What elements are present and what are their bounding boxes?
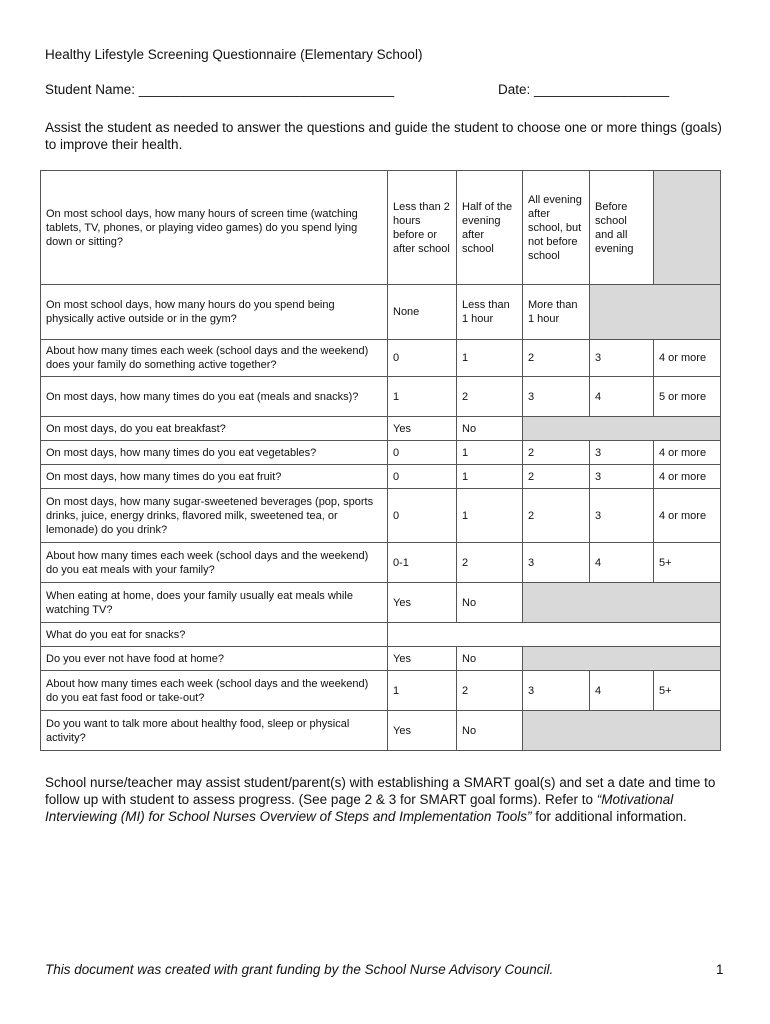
student-name-field: Student Name: __________________________________ [45, 82, 395, 97]
answer-cell: 5+ [654, 543, 721, 583]
question-cell: Do you want to talk more about healthy food, sleep or physical activity? [41, 711, 388, 751]
shaded-cell [590, 285, 721, 340]
mi-reference: “Motivational Interviewing (MI) for School Nurses Overview of Steps and Implementation Tools” [45, 792, 674, 824]
shaded-cell [523, 647, 721, 671]
answer-cell: More than 1 hour [523, 285, 590, 340]
answer-cell: 4 or more [654, 465, 721, 489]
answer-cell: Yes [388, 583, 457, 623]
answer-cell: 2 [457, 377, 523, 417]
answer-cell: 0 [388, 441, 457, 465]
follow-up-paragraph [45, 774, 725, 825]
table-row [41, 465, 721, 489]
table-row [41, 647, 721, 671]
answer-cell: 1 [457, 340, 523, 377]
answer-cell: Half of the evening after school [457, 171, 523, 285]
question-cell: About how many times each week (school days and the weekend) do you eat meals with your family? [41, 543, 388, 583]
question-cell: Do you ever not have food at home? [41, 647, 388, 671]
question-cell: What do you eat for snacks? [41, 623, 388, 647]
question-cell: When eating at home, does your family usually eat meals while watching TV? [41, 583, 388, 623]
answer-cell: 3 [590, 465, 654, 489]
answer-cell: No [457, 583, 523, 623]
answer-cell: 0 [388, 489, 457, 543]
answer-cell: 3 [590, 489, 654, 543]
answer-cell: No [457, 647, 523, 671]
question-cell: On most school days, how many hours of screen time (watching tablets, TV, phones, or playing video games) do you spend lying down or sitting? [41, 171, 388, 285]
table-row [41, 340, 721, 377]
answer-cell: 2 [523, 489, 590, 543]
answer-cell: 2 [523, 340, 590, 377]
answer-cell: No [457, 711, 523, 751]
answer-cell: Yes [388, 711, 457, 751]
shaded-cell [523, 417, 721, 441]
question-cell: On most days, do you eat breakfast? [41, 417, 388, 441]
answer-cell: 3 [523, 671, 590, 711]
page-number: 1 [716, 962, 724, 977]
table-row [41, 543, 721, 583]
table-row [41, 377, 721, 417]
table-row [41, 441, 721, 465]
answer-cell: Less than 1 hour [457, 285, 523, 340]
table-row [41, 711, 721, 751]
follow-up-text-end: for additional information. [531, 809, 687, 824]
question-cell: On most days, how many sugar-sweetened beverages (pop, sports drinks, juice, energy drinks, flavored milk, sweetened tea, or lemonade) do you drink? [41, 489, 388, 543]
follow-up-text: School nurse/teacher may assist student/parent(s) with establishing a SMART goal(s) and set a date and time to follow up with student to assess progress. (See page 2 & 3 for SMART goal forms). Refer to [45, 775, 716, 807]
answer-cell: 3 [523, 543, 590, 583]
answer-cell: All evening after school, but not before school [523, 171, 590, 285]
answer-cell: 2 [457, 671, 523, 711]
table-row [41, 285, 721, 340]
answer-cell: 4 or more [654, 489, 721, 543]
answer-cell: 0-1 [388, 543, 457, 583]
answer-cell: No [457, 417, 523, 441]
shaded-cell [523, 583, 721, 623]
answer-cell: 3 [590, 441, 654, 465]
answer-cell: 4 [590, 377, 654, 417]
question-cell: On most days, how many times do you eat vegetables? [41, 441, 388, 465]
date-field: Date: __________________ [498, 82, 670, 97]
answer-cell: 1 [388, 377, 457, 417]
question-cell: On most days, how many times do you eat (meals and snacks)? [41, 377, 388, 417]
answer-cell: 2 [523, 465, 590, 489]
answer-cell: None [388, 285, 457, 340]
answer-cell: 1 [457, 489, 523, 543]
open-answer-cell [388, 623, 721, 647]
questionnaire-table [40, 170, 721, 751]
table-row [41, 489, 721, 543]
page-title: Healthy Lifestyle Screening Questionnaire (Elementary School) [45, 47, 423, 62]
answer-cell: 0 [388, 340, 457, 377]
question-cell: On most days, how many times do you eat fruit? [41, 465, 388, 489]
answer-cell: Yes [388, 417, 457, 441]
answer-cell: 2 [523, 441, 590, 465]
answer-cell: 5+ [654, 671, 721, 711]
footer-note: This document was created with grant funding by the School Nurse Advisory Council. [45, 962, 554, 977]
answer-cell: 1 [388, 671, 457, 711]
answer-cell: 4 [590, 671, 654, 711]
table-row [41, 623, 721, 647]
answer-cell: 1 [457, 441, 523, 465]
intro-text: Assist the student as needed to answer the questions and guide the student to choose one or more things (goals) to improve their health. [45, 120, 722, 152]
answer-cell: Less than 2 hours before or after school [388, 171, 457, 285]
answer-cell: 5 or more [654, 377, 721, 417]
answer-cell: 1 [457, 465, 523, 489]
answer-cell: 0 [388, 465, 457, 489]
answer-cell: 4 [590, 543, 654, 583]
table-row [41, 583, 721, 623]
table-row [41, 171, 721, 285]
question-cell: About how many times each week (school days and the weekend) does your family do something active together? [41, 340, 388, 377]
question-cell: On most school days, how many hours do you spend being physically active outside or in the gym? [41, 285, 388, 340]
question-cell: About how many times each week (school days and the weekend) do you eat fast food or take-out? [41, 671, 388, 711]
answer-cell: 3 [590, 340, 654, 377]
answer-cell: Before school and all evening [590, 171, 654, 285]
answer-cell: 2 [457, 543, 523, 583]
shaded-cell [523, 711, 721, 751]
shaded-cell [654, 171, 721, 285]
answer-cell: 4 or more [654, 340, 721, 377]
table-row [41, 417, 721, 441]
table-row [41, 671, 721, 711]
answer-cell: Yes [388, 647, 457, 671]
answer-cell: 3 [523, 377, 590, 417]
answer-cell: 4 or more [654, 441, 721, 465]
